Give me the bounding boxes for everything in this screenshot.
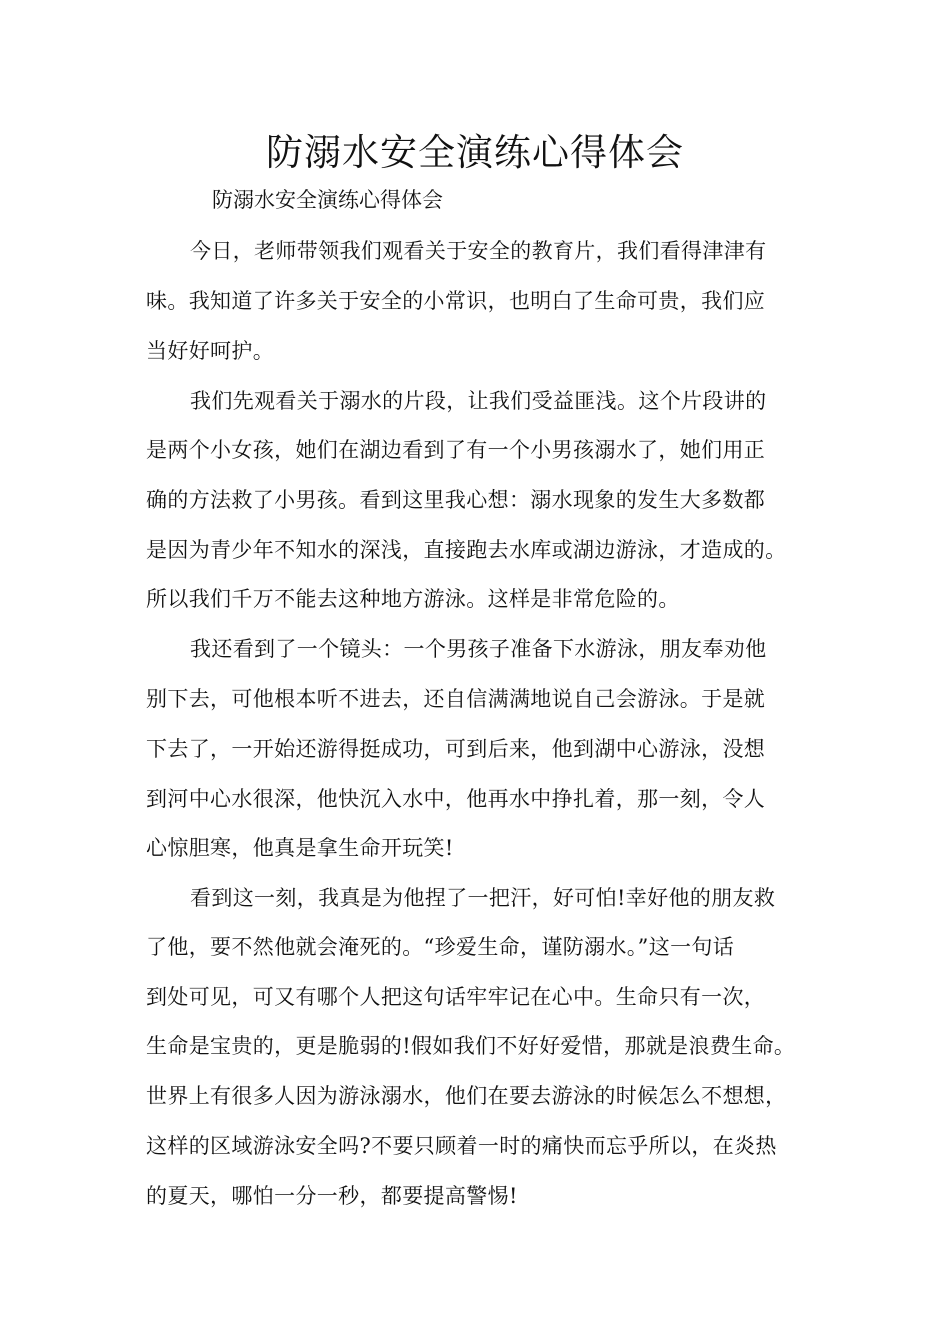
text-line: 别下去，可他根本听不进去，还自信满满地说自己会游泳。于是就 (146, 687, 766, 711)
document-title: 防溺水安全演练心得体会 (266, 131, 684, 174)
text-line: 我还看到了一个镜头：一个男孩子准备下水游泳，朋友奉劝他 (190, 637, 767, 661)
text-line: 生命是宝贵的，更是脆弱的!假如我们不好好爱惜，那就是浪费生命。 (146, 1034, 796, 1058)
text-line: 是因为青少年不知水的深浅，直接跑去水库或湖边游泳，才造成的。 (146, 538, 787, 562)
document-subtitle: 防溺水安全演练心得体会 (212, 188, 443, 212)
text-line: 心惊胆寒，他真是拿生命开玩笑! (146, 836, 454, 860)
text-line: 今日，老师带领我们观看关于安全的教育片，我们看得津津有 (190, 239, 767, 263)
text-line: 是两个小女孩，她们在湖边看到了有一个小男孩溺水了，她们用正 (146, 438, 766, 462)
text-line: 味。我知道了许多关于安全的小常识，也明白了生命可贵，我们应 (146, 289, 766, 313)
text-line: 所以我们千万不能去这种地方游泳。这样是非常危险的。 (146, 587, 680, 611)
text-line: 当好好呵护。 (146, 339, 275, 363)
text-line: 看到这一刻，我真是为他捏了一把汗，好可怕!幸好他的朋友救 (190, 886, 776, 910)
text-line: 到处可见，可又有哪个人把这句话牢牢记在心中。生命只有一次， (146, 985, 766, 1009)
text-line: 确的方法救了小男孩。看到这里我心想：溺水现象的发生大多数都 (146, 488, 766, 512)
text-line: 下去了，一开始还游得挺成功，可到后来，他到湖中心游泳，没想 (146, 737, 766, 761)
text-line: 到河中心水很深，他快沉入水中，他再水中挣扎着，那一刻，令人 (146, 787, 766, 811)
text-line: 这样的区域游泳安全吗?不要只顾着一时的痛快而忘乎所以，在炎热 (146, 1134, 777, 1158)
text-line: 了他，要不然他就会淹死的。“珍爱生命，谨防溺水。”这一句话 (146, 935, 735, 959)
text-line: 世界上有很多人因为游泳溺水，他们在要去游泳的时候怎么不想想， (146, 1084, 787, 1108)
text-line: 的夏天，哪怕一分一秒，都要提高警惕! (146, 1184, 518, 1208)
text-line: 我们先观看关于溺水的片段，让我们受益匪浅。这个片段讲的 (190, 389, 767, 413)
